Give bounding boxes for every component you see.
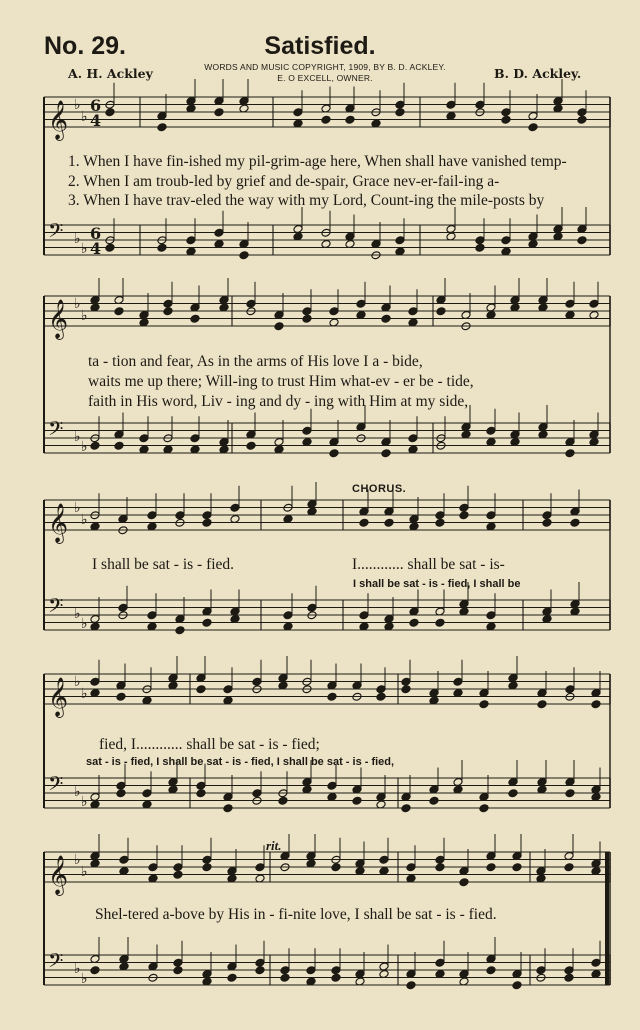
- notehead: [436, 307, 446, 316]
- verse-1-line-1: 1. When I have fin-ished my pil-grim-age here, When shall have vanished temp-: [68, 153, 567, 170]
- notehead: [114, 307, 124, 316]
- chorus-echo-1: I shall be sat - is - fied, I shall be: [353, 578, 521, 590]
- music-author: B. D. Ackley.: [494, 66, 582, 81]
- notehead: [479, 700, 489, 709]
- notehead: [196, 685, 206, 694]
- notehead: [302, 314, 312, 323]
- notehead: [381, 314, 391, 323]
- flat-icon: ♭: [74, 784, 81, 800]
- notehead: [528, 123, 538, 132]
- notehead: [331, 863, 341, 872]
- notehead: [173, 966, 183, 975]
- notehead: [486, 863, 496, 872]
- notehead: [202, 618, 212, 627]
- final-barline: [605, 852, 609, 985]
- notehead: [542, 518, 552, 527]
- notehead: [173, 870, 183, 879]
- notehead: [577, 115, 587, 124]
- notehead: [196, 789, 206, 798]
- flat-icon: ♭: [74, 674, 81, 690]
- flat-icon: ♭: [74, 97, 81, 113]
- notehead: [105, 108, 115, 117]
- flat-icon: ♭: [81, 794, 88, 810]
- notehead: [508, 789, 518, 798]
- verse-2-line-1: 2. When I am troub-led by grief and de-spair, Grace nev-er-fail-ing a-: [68, 173, 500, 190]
- notehead: [227, 973, 237, 982]
- notehead: [278, 796, 288, 805]
- notehead: [565, 449, 575, 458]
- chorus-line-3: Shel-tered a-bove by His in - fi-nite love, I shall be sat - is - fied.: [95, 906, 497, 923]
- flat-icon: ♭: [81, 864, 88, 880]
- verse-3-line-1: 3. When I have trav-eled the way with my Lord, Count-ing the mile-posts by: [68, 192, 545, 209]
- verse-1-line-2: ta - tion and fear, As in the arms of His love I a - bide,: [88, 353, 423, 370]
- notehead: [512, 863, 522, 872]
- notehead: [321, 115, 331, 124]
- notehead: [175, 626, 185, 635]
- bass-clef-icon: 𝄢: [48, 772, 64, 800]
- time-signature: 6: [90, 224, 102, 243]
- notehead: [114, 441, 124, 450]
- notehead: [239, 251, 249, 260]
- hymn-title: Satisfied.: [264, 32, 376, 60]
- notehead: [401, 804, 411, 813]
- notehead: [352, 796, 362, 805]
- notehead: [163, 307, 173, 316]
- notehead: [564, 973, 574, 982]
- flat-icon: ♭: [81, 308, 88, 324]
- notehead: [116, 692, 126, 701]
- chorus-label: CHORUS.: [352, 483, 407, 495]
- flat-icon: ♭: [81, 686, 88, 702]
- notehead: [157, 123, 167, 132]
- notehead: [274, 322, 284, 331]
- notehead: [105, 243, 115, 252]
- notehead: [327, 692, 337, 701]
- notehead: [395, 108, 405, 117]
- flat-icon: ♭: [74, 231, 81, 247]
- notehead: [157, 243, 167, 252]
- hymn-number: No. 29.: [44, 32, 126, 60]
- chorus-echo-2: sat - is - fied, I shall be sat - is - fied, I shall be sat - is - fied,: [86, 756, 395, 768]
- words-author: A. H. Ackley: [68, 66, 153, 81]
- notehead: [479, 804, 489, 813]
- notehead: [90, 441, 100, 450]
- notehead: [591, 700, 601, 709]
- notehead: [214, 108, 224, 117]
- notehead: [435, 618, 445, 627]
- flat-icon: ♭: [74, 296, 81, 312]
- bass-clef-icon: 𝄢: [48, 417, 64, 445]
- flat-icon: ♭: [81, 616, 88, 632]
- notehead: [190, 314, 200, 323]
- notehead: [429, 796, 439, 805]
- bass-clef-icon: 𝄢: [48, 219, 64, 247]
- treble-clef-icon: 𝄞: [48, 855, 69, 895]
- notehead: [329, 449, 339, 458]
- notehead: [223, 804, 233, 813]
- flat-icon: ♭: [74, 429, 81, 445]
- notehead: [116, 789, 126, 798]
- treble-clef-icon: 𝄞: [48, 503, 69, 543]
- verse-2-line-2: waits me up there; Will-ing to trust Him what-ev - er be - tide,: [88, 373, 474, 390]
- notehead: [537, 700, 547, 709]
- notehead: [564, 863, 574, 872]
- notehead: [486, 966, 496, 975]
- time-signature: 4: [90, 111, 102, 130]
- copyright-line-2: E. O EXCELL, OWNER.: [277, 73, 373, 83]
- notehead: [381, 449, 391, 458]
- time-signature: 4: [90, 239, 102, 258]
- notehead: [435, 863, 445, 872]
- notehead: [202, 863, 212, 872]
- bass-clef-icon: 𝄢: [48, 594, 64, 622]
- notehead: [570, 518, 580, 527]
- flat-icon: ♭: [81, 241, 88, 257]
- notehead: [376, 692, 386, 701]
- chorus-line-1: I shall be sat - is - fied.: [92, 556, 235, 573]
- notehead: [384, 518, 394, 527]
- notehead: [459, 511, 469, 520]
- notehead: [435, 518, 445, 527]
- notehead: [459, 878, 469, 887]
- notehead: [202, 518, 212, 527]
- copyright-line-1: WORDS AND MUSIC COPYRIGHT, 1909, BY B. D. ACKLEY.: [204, 62, 446, 72]
- notehead: [406, 981, 416, 990]
- flat-icon: ♭: [81, 109, 88, 125]
- notehead: [331, 973, 341, 982]
- notehead: [345, 115, 355, 124]
- flat-icon: ♭: [81, 512, 88, 528]
- notehead: [280, 973, 290, 982]
- notehead: [512, 981, 522, 990]
- notehead: [255, 966, 265, 975]
- notehead: [246, 441, 256, 450]
- notehead: [409, 618, 419, 627]
- notehead: [501, 115, 511, 124]
- flat-icon: ♭: [74, 961, 81, 977]
- flat-icon: ♭: [81, 971, 88, 987]
- bass-clef-icon: 𝄢: [48, 949, 64, 977]
- notehead: [401, 685, 411, 694]
- flat-icon: ♭: [74, 852, 81, 868]
- chorus-line-2: fied, I............ shall be sat - is - fied;: [99, 736, 320, 753]
- flat-icon: ♭: [81, 439, 88, 455]
- notehead: [90, 966, 100, 975]
- time-signature: 6: [90, 96, 102, 115]
- treble-clef-icon: 𝄞: [48, 100, 69, 140]
- notehead: [359, 518, 369, 527]
- notehead: [565, 789, 575, 798]
- notehead: [475, 243, 485, 252]
- ritardando-mark: rit.: [266, 838, 282, 853]
- treble-clef-icon: 𝄞: [48, 677, 69, 717]
- flat-icon: ♭: [74, 606, 81, 622]
- chorus-line-1-right: I............ shall be sat - is-: [352, 556, 505, 573]
- notehead: [577, 236, 587, 245]
- treble-clef-icon: 𝄞: [48, 299, 69, 339]
- flat-icon: ♭: [74, 500, 81, 516]
- verse-3-line-2: faith in His word, Liv - ing and dy - ing with Him at my side,: [88, 393, 469, 410]
